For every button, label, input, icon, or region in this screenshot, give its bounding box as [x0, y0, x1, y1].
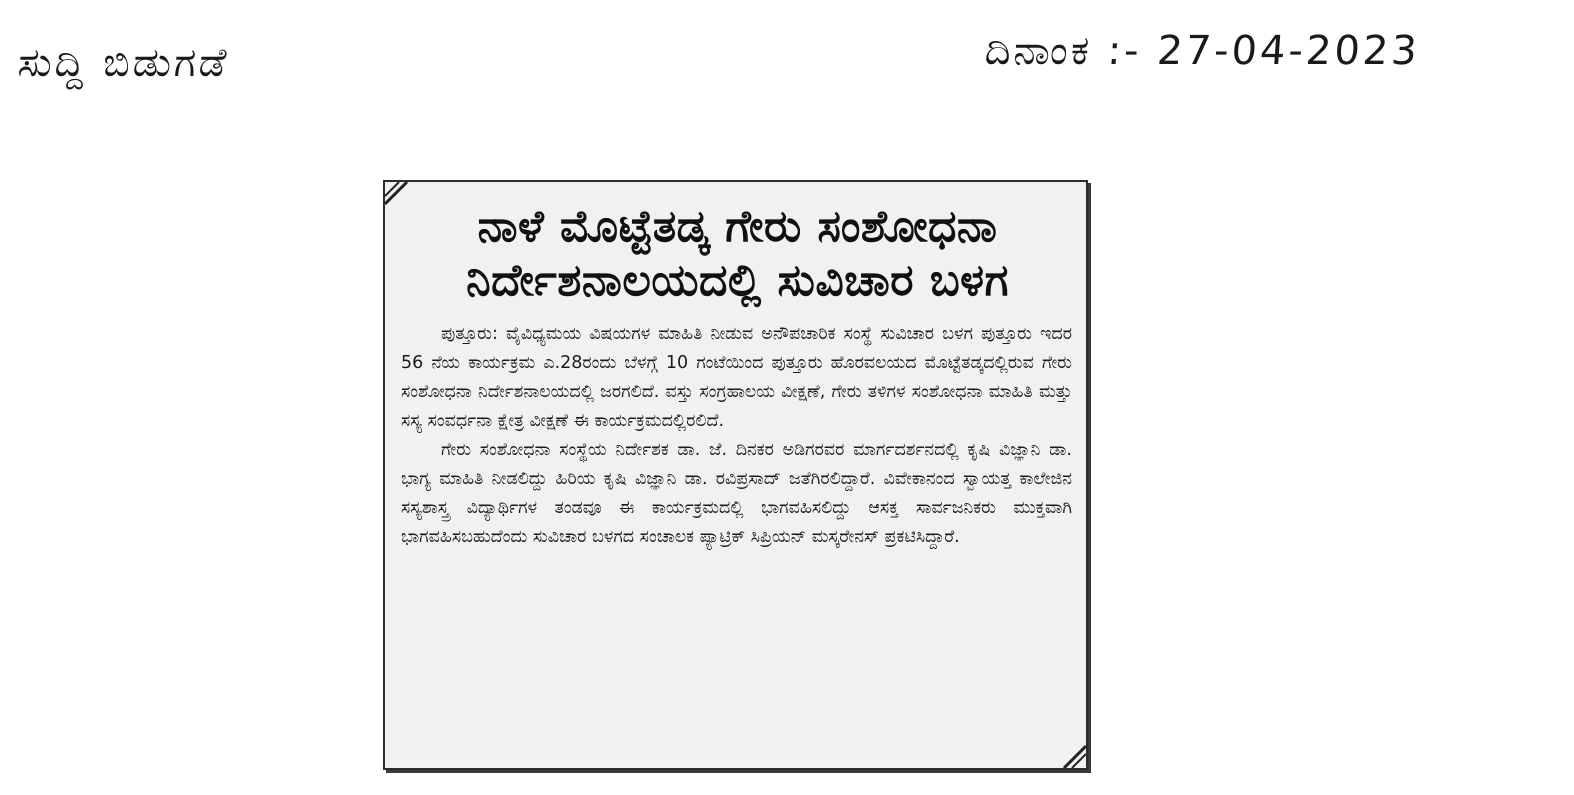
newspaper-clipping — [383, 180, 1088, 770]
handwritten-newspaper-name: ಸುದ್ದಿ ಬಿಡುಗಡೆ — [16, 40, 231, 86]
article-paragraph-2: ಗೇರು ಸಂಶೋಧನಾ ಸಂಸ್ಥೆಯ ನಿರ್ದೇಶಕ ಡಾ. ಜೆ. ದಿನಕರ ಅಡಿಗರವರ ಮಾರ್ಗದರ್ಶನದಲ್ಲಿ ಕೃಷಿ ವಿಜ್ಞಾನಿ ಡಾ. ಭಾಗ್ಯ ಮಾಹಿತಿ ನೀಡಲಿದ್ದು ಹಿರಿಯ ಕೃಷಿ ವಿಜ್ಞಾನಿ ಡಾ. ರವಿಪ್ರಸಾದ್ ಜತೆಗಿರಲಿದ್ದಾರೆ. ವಿವೇಕಾನಂದ ಸ್ವಾಯತ್ತ ಕಾಲೇಜಿನ ಸಸ್ಯಶಾಸ್ತ್ರ ವಿದ್ಯಾರ್ಥಿಗಳ ತಂಡವೂ ಈ ಕಾರ್ಯಕ್ರಮದಲ್ಲಿ ಭಾಗವಹಿಸಲಿದ್ದು ಆಸಕ್ತ ಸಾರ್ವಜನಿಕರು ಮುಕ್ತವಾಗಿ ಭಾಗವಹಿಸಬಹುದೆಂದು ಸುವಿಚಾರ ಬಳಗದ ಸಂಚಾಲಕ ಪ್ಯಾಟ್ರಿಕ್ ಸಿಪ್ರಿಯನ್ ಮಸ್ಕರೇನಸ್ ಪ್ರಕಟಿಸಿದ್ದಾರೆ. — [401, 440, 1072, 547]
headline-line-2: ನಿರ್ದೇಶನಾಲಯದಲ್ಲಿ ಸುವಿಚಾರ ಬಳಗ — [466, 255, 1009, 306]
handwritten-date: ದಿನಾಂಕ :- 27-04-2023 — [983, 28, 1422, 74]
headline-line-1: ನಾಳೆ ಮೊಟ್ಟೆತಡ್ಕ ಗೇರು ಸಂಶೋಧನಾ — [477, 201, 998, 252]
clipping-corner-mark-top-left — [383, 180, 409, 206]
article-paragraph-1: ಪುತ್ತೂರು: ವೈವಿಧ್ಯಮಯ ವಿಷಯಗಳ ಮಾಹಿತಿ ನೀಡುವ ಅನೌಪಚಾರಿಕ ಸಂಸ್ಥೆ ಸುವಿಚಾರ ಬಳಗ ಪುತ್ತೂರು ಇದರ 56 ನೆಯ ಕಾರ್ಯಕ್ರಮ ಎ.28ರಂದು ಬೆಳಗ್ಗೆ 10 ಗಂಟೆಯಿಂದ ಪುತ್ತೂರು ಹೊರವಲಯದ ಮೊಟ್ಟೆತಡ್ಕದಲ್ಲಿರುವ ಗೇರು ಸಂಶೋಧನಾ ನಿರ್ದೇಶನಾಲಯದಲ್ಲಿ ಜರಗಲಿದೆ. ವಸ್ತು ಸಂಗ್ರಹಾಲಯ ವೀಕ್ಷಣೆ, ಗೇರು ತಳಿಗಳ ಸಂಶೋಧನಾ ಮಾಹಿತಿ ಮತ್ತು ಸಸ್ಯ ಸಂವರ್ಧನಾ ಕ್ಷೇತ್ರ ವೀಕ್ಷಣೆ ಈ ಕಾರ್ಯಕ್ರಮದಲ್ಲಿರಲಿದೆ. — [401, 324, 1072, 431]
article-body — [385, 308, 1086, 552]
article-headline — [385, 182, 1086, 308]
clipping-corner-mark-bottom-right — [1062, 744, 1088, 770]
